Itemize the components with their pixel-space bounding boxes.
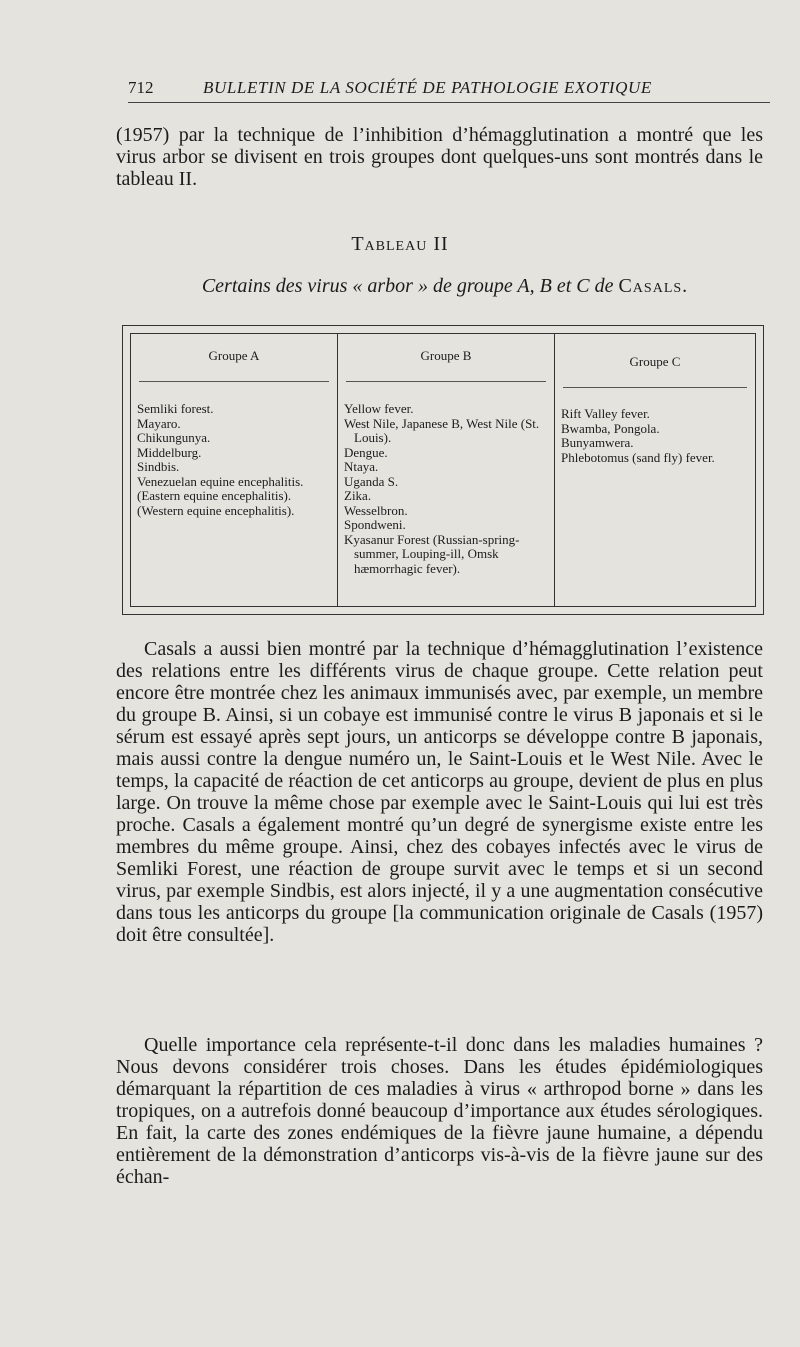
virus-item: Uganda S. bbox=[344, 473, 399, 489]
table-column-group-b bbox=[338, 334, 555, 606]
virus-item: Venezuelan equine encephalitis. bbox=[137, 473, 304, 489]
column-header: Groupe C bbox=[629, 354, 681, 369]
virus-item: Ntaya. bbox=[344, 459, 379, 474]
column-header-rule bbox=[139, 381, 329, 382]
running-header bbox=[128, 76, 770, 103]
column-header-rule bbox=[563, 387, 747, 388]
table-subtitle: Certains des virus « arbor » de groupe A, B et C de Casals. bbox=[201, 275, 689, 297]
virus-item: Sindbis. bbox=[137, 459, 180, 474]
virus-item: Zika. bbox=[344, 488, 372, 503]
virus-list bbox=[344, 402, 552, 576]
table-column-group-c bbox=[555, 334, 755, 606]
table-column-group-a bbox=[131, 334, 338, 606]
column-header-rule bbox=[346, 381, 546, 382]
virus-item: Phlebotomus (sand fly) fever. bbox=[561, 449, 715, 465]
paragraph-importance: Quelle importance cela représente-t-il donc dans les maladies humaines ? Nous devons considérer trois choses. Dans les études épidémiologiques démarquant la répartition de ces maladies à virus « arthropod borne » dans les tropiques, on a autrefois donné beaucoup d’importance aux études sérologiques. En fait, la carte des zones endémiques de la fièvre jaune humaine, a dépendu entièrement de la démonstration d’anticorps vis-à-vis de la fièvre jaune sur des échan- bbox=[116, 1034, 763, 1188]
virus-item: Dengue. bbox=[344, 444, 388, 460]
virus-item: (Eastern equine encephalitis). bbox=[137, 488, 292, 503]
virus-item: Spondweni. bbox=[344, 517, 406, 532]
virus-item: Rift Valley fever. bbox=[561, 406, 650, 421]
virus-item: Chikungunya. bbox=[137, 430, 211, 445]
virus-table-inner bbox=[130, 333, 756, 607]
virus-item: Wesselbron. bbox=[344, 502, 408, 518]
virus-item: Mayaro. bbox=[137, 415, 181, 431]
virus-item: Bwamba, Pongola. bbox=[561, 420, 660, 436]
journal-title: BULLETIN DE LA SOCIÉTÉ DE PATHOLOGIE EXOTIQUE bbox=[203, 78, 652, 97]
virus-item: Middelburg. bbox=[137, 444, 202, 460]
page-number: 712 bbox=[128, 78, 154, 97]
virus-item: Yellow fever. bbox=[344, 401, 414, 416]
column-header: Groupe A bbox=[208, 348, 260, 363]
virus-item: West Nile, Japanese B, West Nile (St. Louis). bbox=[344, 415, 540, 445]
virus-table bbox=[122, 325, 764, 615]
virus-item: Kyasanur Forest (Russian-spring-summer, Louping-ill, Omsk hæmorrhagic fever). bbox=[344, 531, 520, 576]
table-subtitle-author: Casals. bbox=[618, 275, 689, 297]
virus-list bbox=[561, 407, 753, 465]
table-title: Tableau II bbox=[351, 233, 449, 255]
paragraph-intro: (1957) par la technique de l’inhibition d’hémagglutination a montré que les virus arbor se divisent en trois groupes dont quelques-uns sont montrés dans le tableau II. bbox=[116, 124, 763, 190]
virus-item: Semliki forest. bbox=[137, 401, 214, 416]
virus-item: (Western equine encephalitis). bbox=[137, 502, 295, 518]
paragraph-casals: Casals a aussi bien montré par la technique d’hémagglutination l’existence des relations entre les différents virus de chaque groupe. Cette relation peut encore être montrée chez les animaux immunisés avec, par exemple, un membre du groupe B. Ainsi, si un cobaye est immunisé contre le virus B japonais et si le sérum est essayé après sept jours, un anticorps se développe contre B japonais, mais aussi contre la dengue numéro un, le Saint-Louis et le West Nile. Avec le temps, la capacité de réaction de cet anticorps au groupe, devient de plus en plus large. On trouve la même chose par exemple avec le Saint-Louis qui lui est très proche. Casals a également montré qu’un degré de synergisme existe entre les membres du même groupe. Ainsi, chez des cobayes infectés avec le virus de Semliki Forest, une réaction de groupe survit avec le temps et si un second virus, par exemple Sindbis, est alors injecté, il y a une augmentation consécutive dans tous les anticorps du groupe [la communication originale de Casals (1957) doit être consultée]. bbox=[116, 638, 763, 946]
virus-list bbox=[137, 402, 335, 518]
virus-item: Bunyamwera. bbox=[561, 435, 634, 450]
column-header: Groupe B bbox=[420, 348, 472, 363]
